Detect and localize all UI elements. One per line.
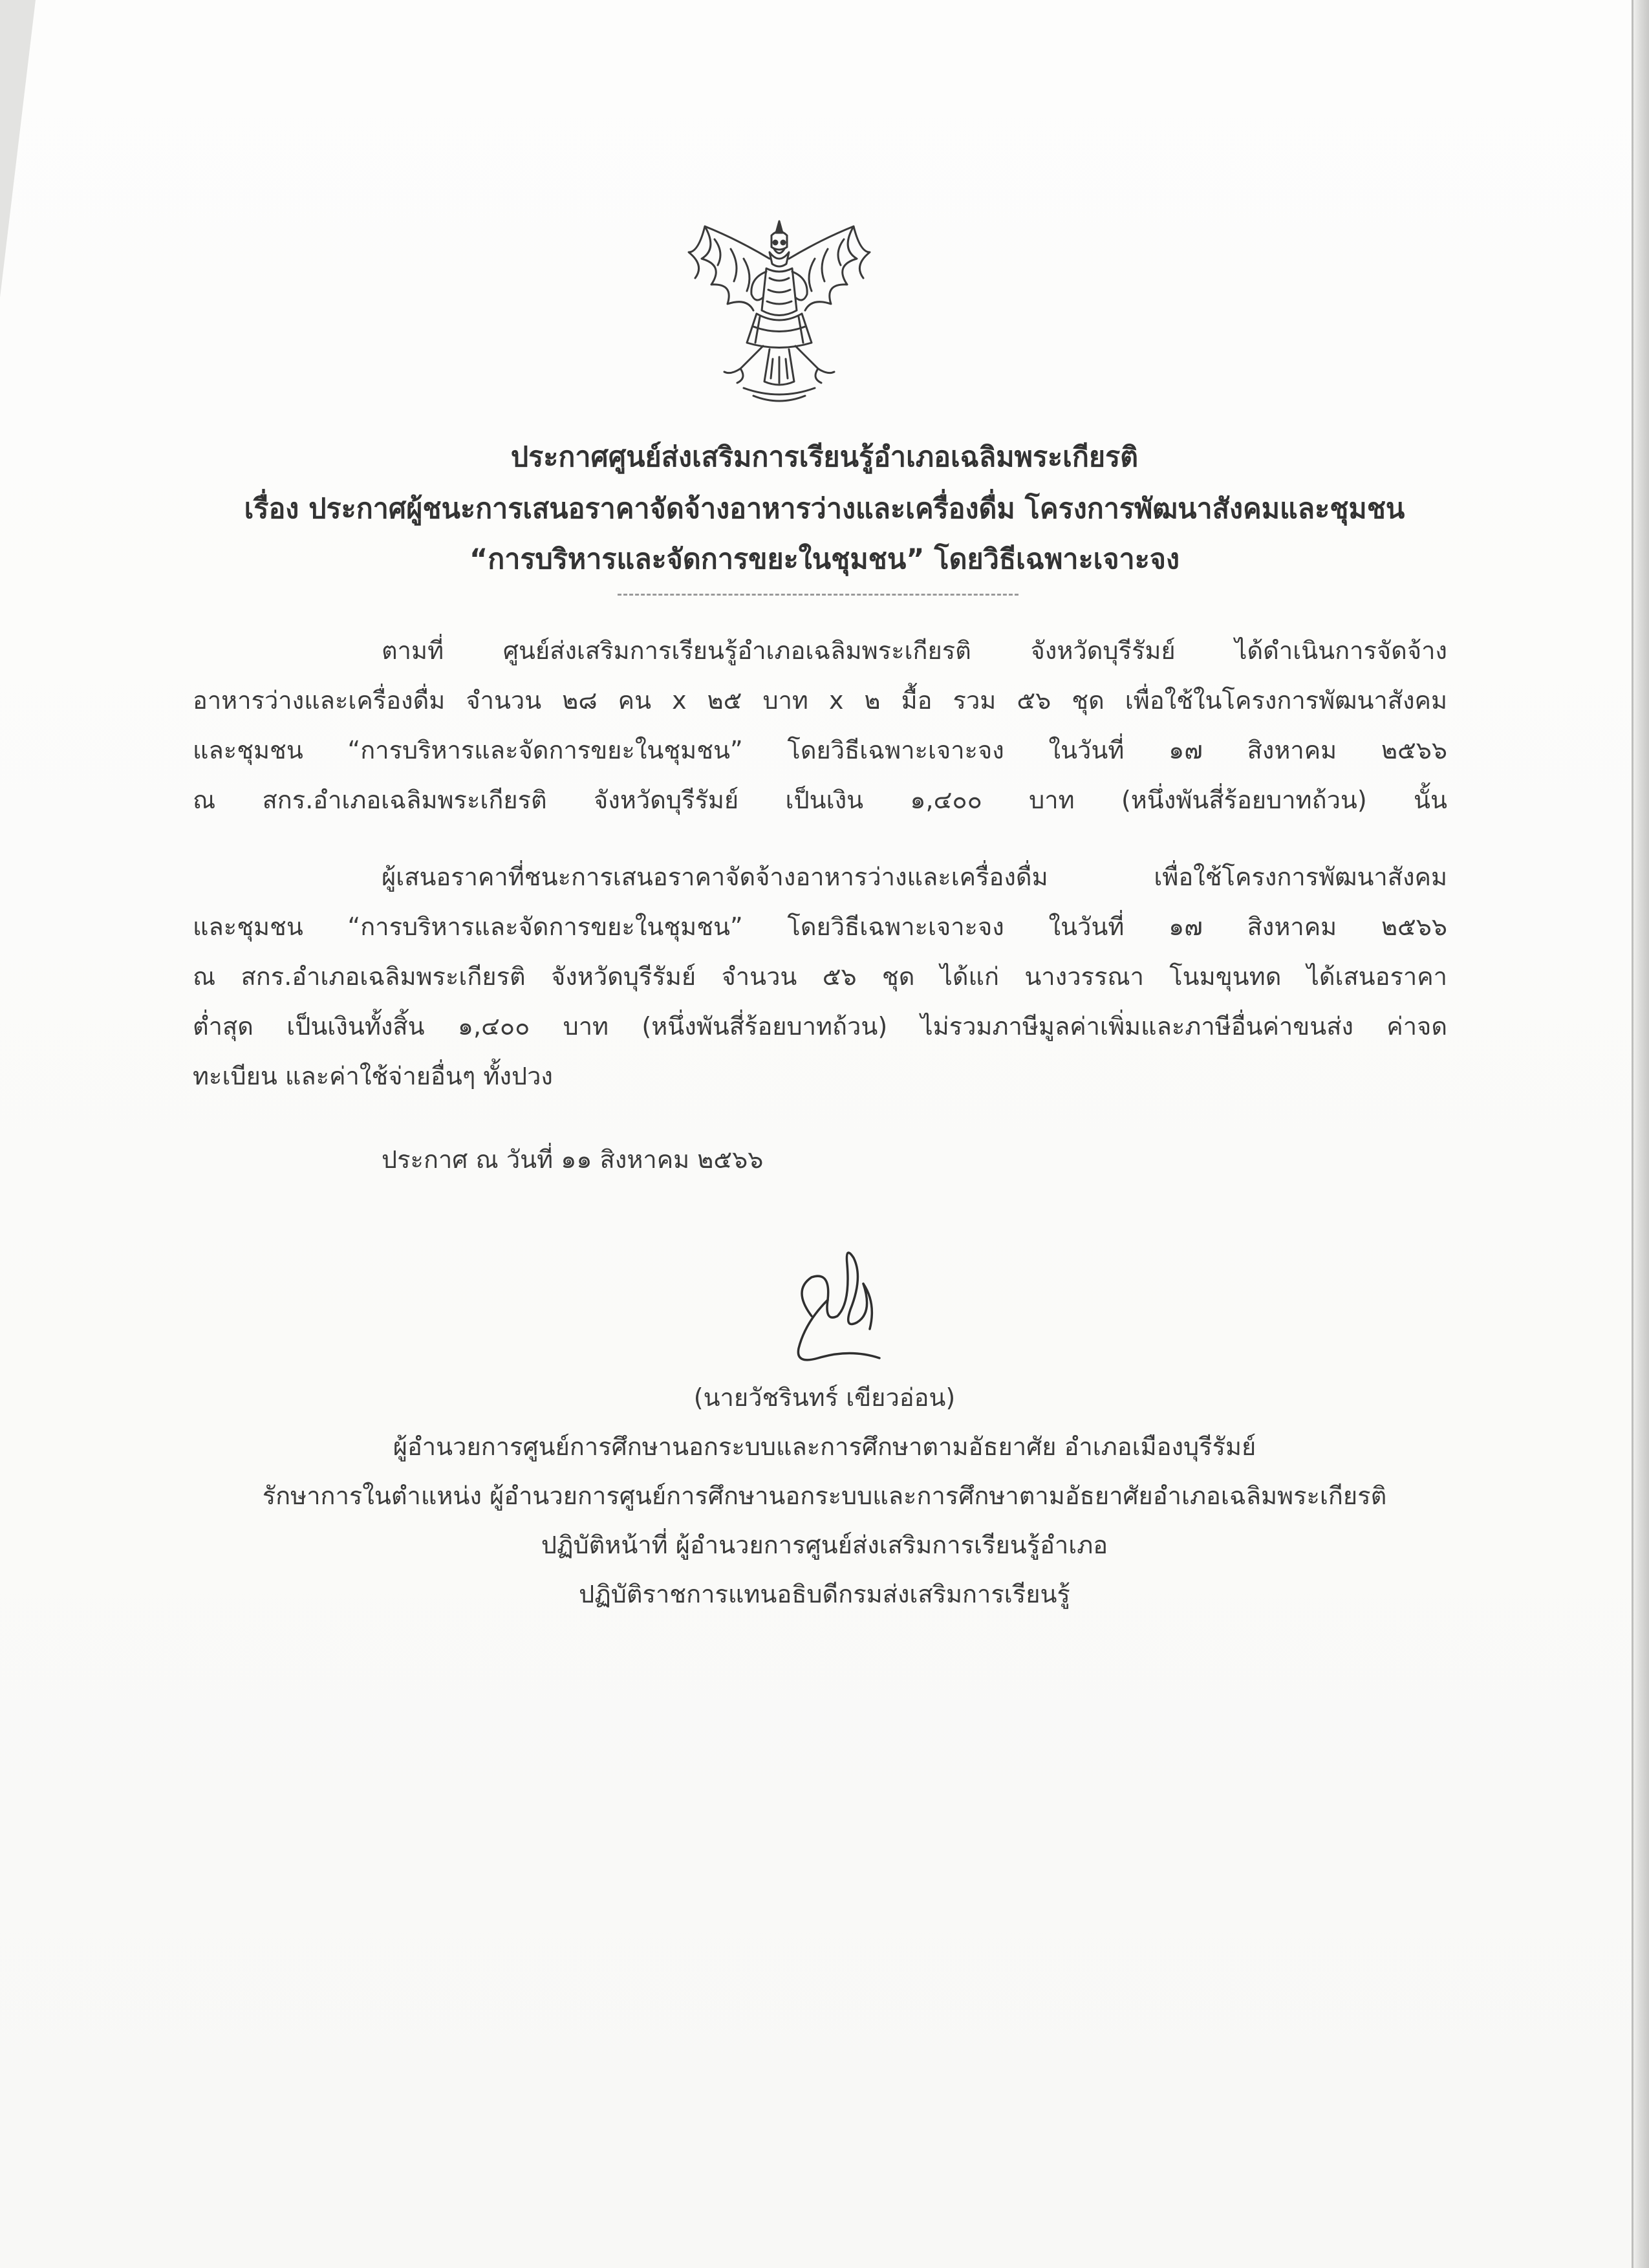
paragraph-1-line-1: ตามที่ ศูนย์ส่งเสริมการเรียนรู้อำเภอเฉลิมพระเกียรติ จังหวัดบุรีรัมย์ ได้ดำเนินการจัดจ้าง <box>382 636 1447 665</box>
paragraph-2-line-2: และชุมชน “การบริหารและจัดการขยะในชุมชน” โดยวิธีเฉพาะเจาะจง ในวันที่ ๑๗ สิงหาคม ๒๕๖๖ <box>193 913 1447 941</box>
paragraph-1-line-4: ณ สกร.อำเภอเฉลิมพระเกียรติ จังหวัดบุรีรัมย์ เป็นเงิน ๑,๔๐๐ บาท (หนึ่งพันสี่ร้อยบาทถ้วน) นั้น <box>193 786 1447 814</box>
header-divider <box>618 594 1018 596</box>
paragraph-2-line-5: ทะเบียน และค่าใช้จ่ายอื่นๆ ทั้งปวง <box>193 1062 553 1090</box>
paragraph-2-line-3: ณ สกร.อำเภอเฉลิมพระเกียรติ จังหวัดบุรีรัมย์ จำนวน ๕๖ ชุด ได้แก่ นางวรรณา โนมขุนทด ได้เสนอราคา <box>193 962 1447 991</box>
announcement-subject: เรื่อง ประกาศผู้ชนะการเสนอราคาจัดจ้างอาหารว่างและเครื่องดื่ม โครงการพัฒนาสังคมและชุมชน <box>244 493 1405 525</box>
page-edge <box>1632 0 1649 2268</box>
signatory-position-3: ปฏิบัติหน้าที่ ผู้อำนวยการศูนย์ส่งเสริมการเรียนรู้อำเภอ <box>541 1531 1108 1559</box>
signatory-position-1: ผู้อำนวยการศูนย์การศึกษานอกระบบและการศึกษาตามอัธยาศัย อำเภอเมืองบุรีรัมย์ <box>393 1432 1256 1461</box>
paragraph-1-line-2: อาหารว่างและเครื่องดื่ม จำนวน ๒๘ คน x ๒๕ บาท x ๒ มื้อ รวม ๕๖ ชุด เพื่อใช้ในโครงการพัฒนาสังคม <box>193 686 1447 715</box>
folded-corner <box>0 0 36 297</box>
signatory-position-2: รักษาการในตำแหน่ง ผู้อำนวยการศูนย์การศึกษานอกระบบและการศึกษาตามอัธยาศัยอำเภอเฉลิมพระเกียรติ <box>262 1482 1387 1510</box>
signatory-name: (นายวัชรินทร์ เขียวอ่อน) <box>693 1383 956 1412</box>
paragraph-2-line-1: ผู้เสนอราคาที่ชนะการเสนอราคาจัดจ้างอาหารว่างและเครื่องดื่ม เพื่อใช้โครงการพัฒนาสังคม <box>382 863 1447 891</box>
paragraph-1-line-3: และชุมชน “การบริหารและจัดการขยะในชุมชน” โดยวิธีเฉพาะเจาะจง ในวันที่ ๑๗ สิงหาคม ๒๕๖๖ <box>193 736 1447 764</box>
paragraph-2-line-4: ต่ำสุด เป็นเงินทั้งสิ้น ๑,๔๐๐ บาท (หนึ่งพันสี่ร้อยบาทถ้วน) ไม่รวมภาษีมูลค่าเพิ่มและภาษีอื่นค่าขนส่ง ค่าจด <box>193 1012 1447 1041</box>
handwritten-signature <box>766 1238 915 1368</box>
announcement-date: ประกาศ ณ วันที่ ๑๑ สิงหาคม ๒๕๖๖ <box>382 1145 764 1174</box>
page-edge-line <box>1632 0 1633 2268</box>
announcement-project: “การบริหารและจัดการขยะในชุมชน” โดยวิธีเฉพาะเจาะจง <box>469 543 1180 576</box>
announcement-title: ประกาศศูนย์ส่งเสริมการเรียนรู้อำเภอเฉลิมพระเกียรติ <box>510 441 1139 473</box>
garuda-emblem-icon <box>679 213 879 407</box>
signatory-position-4: ปฏิบัติราชการแทนอธิบดีกรมส่งเสริมการเรียนรู้ <box>579 1580 1070 1608</box>
